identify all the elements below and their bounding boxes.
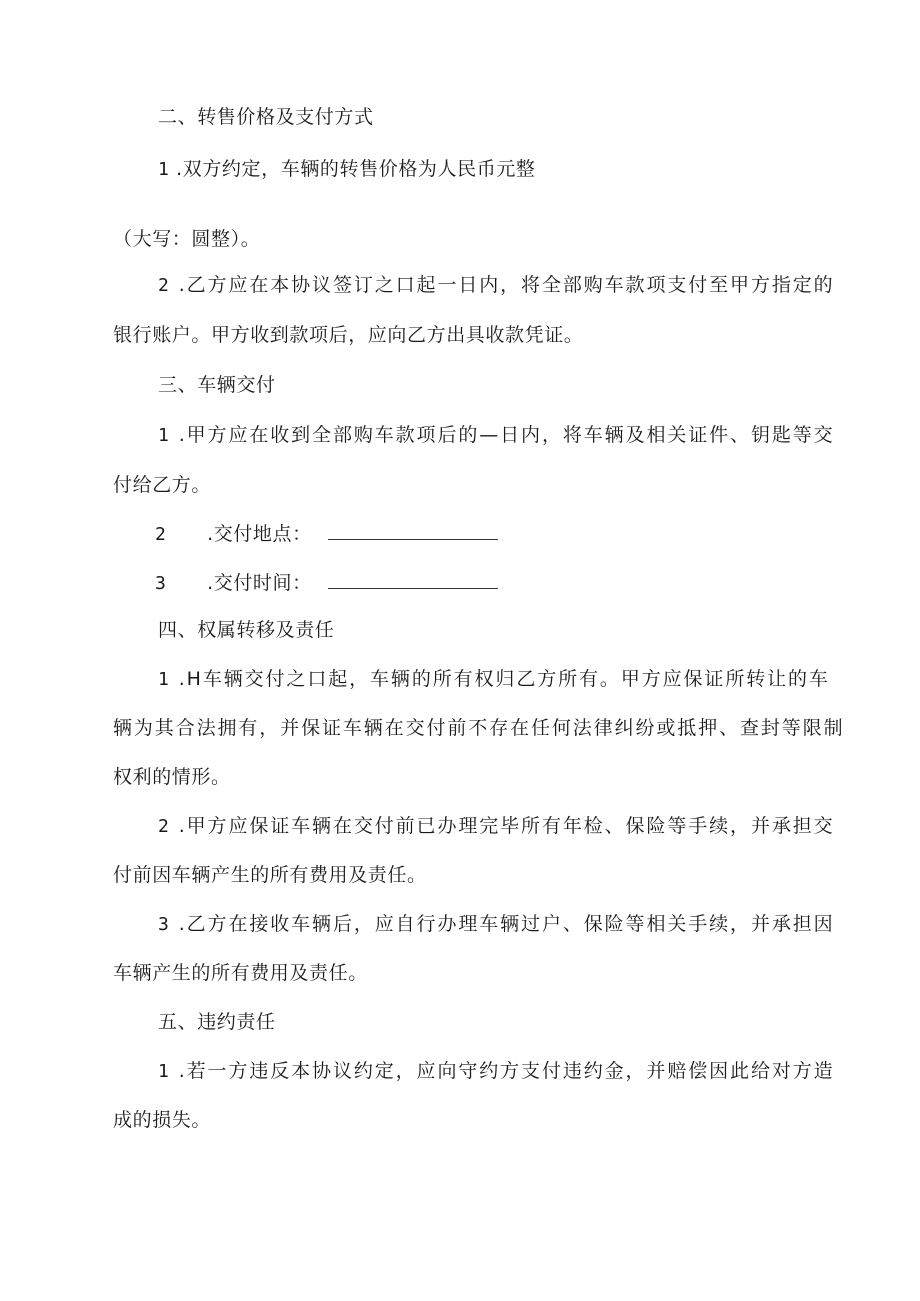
delivery-time-blank [328,570,498,589]
delivery-time-label: .交付时间： [207,572,312,594]
delivery-location-blank [328,521,498,540]
clause-4-2 [158,814,835,839]
clause-5-1-continued: 成的损失。 [113,1109,212,1131]
clause-4-3-continued: 车辆产生的所有费用及责任。 [113,962,368,984]
clause-text: .乙方在接收车辆后，应自行办理车辆过户、保险等相关手续，并承担因 [178,913,835,935]
clause-3-1-continued: 付给乙方。 [113,474,212,496]
section-heading-delivery: 三、车辆交付 [158,374,276,396]
clause-number: 1 [158,1061,171,1082]
clause-5-1 [158,1059,835,1084]
clause-2-2-continued: 银行账户。甲方收到款项后，应向乙方出具收款凭证。 [113,324,584,346]
clause-number: 2 [155,524,167,545]
clause-number: 1 [158,669,171,690]
clause-2-1-continued: （大写：圆整）。 [113,228,261,250]
clause-text: .甲方应在收到全部购车款项后的—日内，将车辆及相关证件、钥匙等交 [178,424,835,446]
section-heading-ownership: 四、权属转移及责任 [158,619,335,641]
clause-2-2 [158,273,835,298]
clause-number: 2 [158,816,171,837]
clause-number: 1 [158,159,170,180]
clause-4-1-line3: 权利的情形。 [113,766,231,788]
clause-4-1 [158,667,830,692]
clause-text: .甲方应保证车辆在交付前已办理完毕所有年检、保险等手续，并承担交 [178,815,835,837]
clause-4-2-continued: 付前因车辆产生的所有费用及责任。 [113,864,427,886]
section-heading-price-payment: 二、转售价格及支付方式 [158,106,374,128]
clause-text: .双方约定，车辆的转售价格为人民币元整 [176,158,536,180]
clause-number: 1 [158,425,171,446]
clause-2-1 [158,157,536,182]
section-heading-breach: 五、违约责任 [158,1011,276,1033]
clause-text: .H车辆交付之口起，车辆的所有权归乙方所有。甲方应保证所转让的车 [178,668,830,690]
clause-number: 2 [158,275,171,296]
clause-3-1 [158,423,835,448]
clause-3-3 [155,570,498,596]
delivery-location-label: .交付地点： [207,523,312,545]
clause-text: .乙方应在本协议签订之口起一日内，将全部购车款项支付至甲方指定的 [178,274,835,296]
clause-number: 3 [158,914,171,935]
clause-text: .若一方违反本协议约定，应向守约方支付违约金，并赔偿因此给对方造 [178,1060,835,1082]
clause-4-1-line2: 辆为其合法拥有，并保证车辆在交付前不存在任何法律纠纷或抵押、查封等限制 [113,717,845,739]
clause-3-2 [155,521,498,547]
clause-number: 3 [155,573,167,594]
clause-4-3 [158,912,835,937]
